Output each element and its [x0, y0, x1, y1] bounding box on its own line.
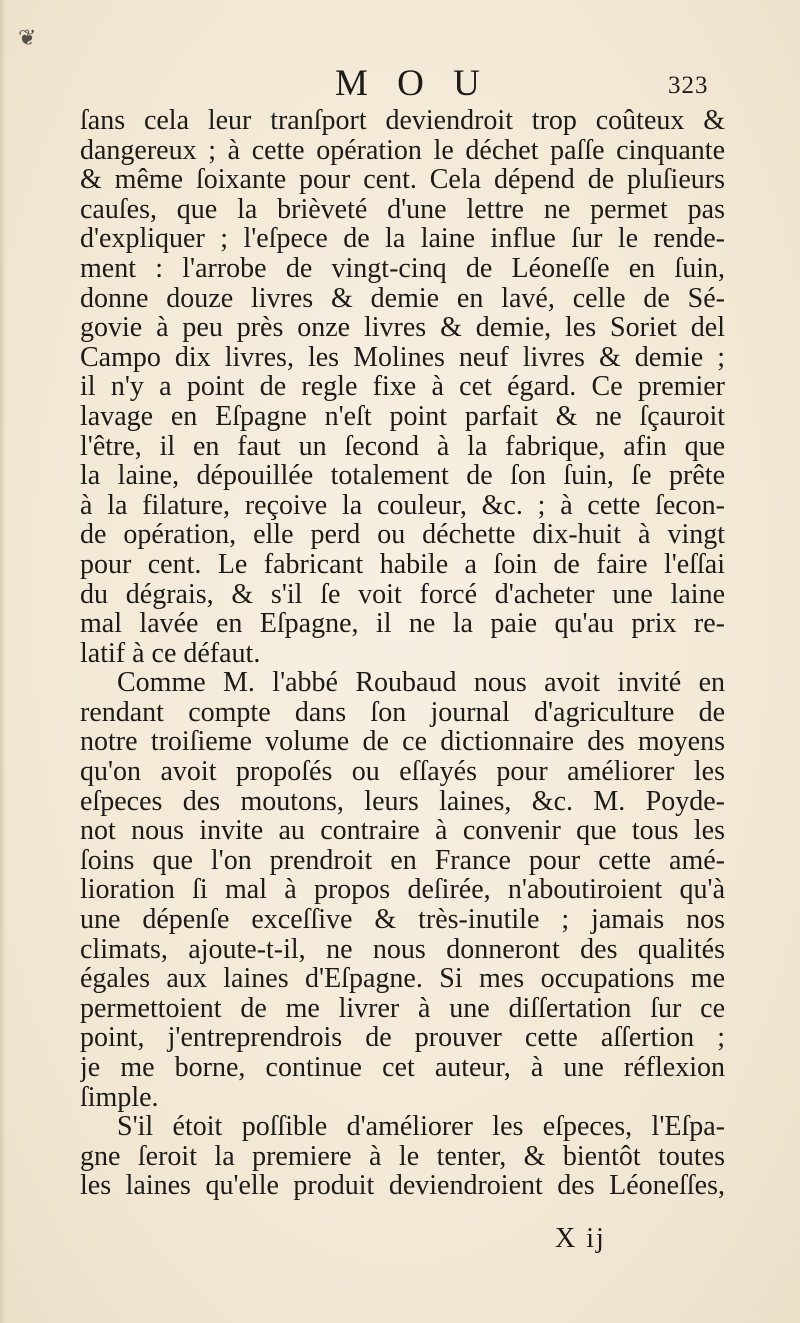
- text-line: eſpeces des moutons, leurs laines, &c. M. Poyde-: [80, 786, 725, 817]
- text-line: de opération, elle perd ou déchette dix-huit à vingt: [80, 520, 725, 550]
- text-line: ſimple.: [80, 1082, 159, 1113]
- page-number: 323: [668, 72, 709, 99]
- running-head: M O U: [335, 63, 490, 104]
- text-line: notre troiſieme volume de ce dictionnaire des moyens: [80, 727, 725, 758]
- text-line: S'il étoit poſſible d'améliorer les eſpeces, l'Eſpa-: [117, 1112, 725, 1142]
- text-line: à la filature, reçoive la couleur, &c. ; à cette ſecon-: [80, 490, 725, 521]
- corner-mark: ❦: [18, 26, 37, 51]
- text-line: climats, ajoute-t-il, ne nous donneront des qualités: [80, 934, 725, 965]
- text-line: dangereux ; à cette opération le déchet paſſe cinquante: [80, 135, 725, 166]
- text-line: point, j'entreprendrois de prouver cette aſſertion ;: [80, 1023, 725, 1053]
- text-line: une dépenſe exceſſive & très-inutile ; jamais nos: [80, 905, 725, 935]
- text-line: lioration ſi mal à propos deſirée, n'aboutiroient qu'à: [80, 875, 725, 906]
- text-line: je me borne, continue cet auteur, à une réflexion: [80, 1053, 725, 1083]
- signature-mark: X ij: [555, 1223, 606, 1254]
- text-line: latif à ce défaut.: [80, 638, 261, 669]
- text-line: il n'y a point de regle fixe à cet égard. Ce premier: [80, 372, 725, 402]
- text-line: du dégrais, & s'il ſe voit forcé d'acheter une laine: [80, 579, 725, 610]
- text-line: la laine, dépouillée totalement de ſon ſuin, ſe prête: [80, 461, 725, 491]
- text-line: ſans cela leur tranſport deviendroit trop coûteux &: [80, 106, 725, 136]
- text-line: rendant compte dans ſon journal d'agriculture de: [80, 697, 725, 728]
- page-header: [0, 62, 800, 106]
- text-line: Campo dix livres, les Molines neuf livres & demie ;: [80, 342, 725, 373]
- text-line: les laines qu'elle produit deviendroient des Léoneſſes,: [80, 1171, 725, 1201]
- text-line: d'expliquer ; l'eſpece de la laine influe ſur le rende-: [80, 224, 725, 254]
- text-line: qu'on avoit propoſés ou eſſayés pour améliorer les: [80, 757, 725, 787]
- text-line: govie à peu près onze livres & demie, les Soriet del: [80, 313, 725, 343]
- text-line: & même ſoixante pour cent. Cela dépend de pluſieurs: [80, 165, 725, 195]
- text-line: Comme M. l'abbé Roubaud nous avoit invité en: [117, 668, 725, 698]
- text-line: not nous invite au contraire à convenir que tous les: [80, 816, 725, 846]
- body-text: [80, 106, 725, 1201]
- text-line: lavage en Eſpagne n'eſt point parfait & ne ſçauroit: [80, 401, 725, 432]
- text-line: l'être, il en faut un ſecond à la fabrique, afin que: [80, 431, 725, 462]
- text-line: permettoient de me livrer à une diſſertation ſur ce: [80, 993, 725, 1024]
- text-line: mal lavée en Eſpagne, il ne la paie qu'au prix re-: [80, 609, 725, 639]
- text-line: égales aux laines d'Eſpagne. Si mes occupations me: [80, 964, 725, 994]
- text-line: cauſes, que la brièveté d'une lettre ne permet pas: [80, 194, 725, 225]
- text-line: pour cent. Le fabricant habile a ſoin de faire l'eſſai: [80, 549, 725, 580]
- binding-edge: [0, 0, 6, 1323]
- text-line: donne douze livres & demie en lavé, celle de Sé-: [80, 283, 725, 314]
- text-line: ſoins que l'on prendroit en France pour cette amé-: [80, 845, 725, 876]
- text-line: ment : l'arrobe de vingt-cinq de Léoneſſe en ſuin,: [80, 253, 725, 284]
- text-line: gne ſeroit la premiere à le tenter, & bientôt toutes: [80, 1141, 725, 1172]
